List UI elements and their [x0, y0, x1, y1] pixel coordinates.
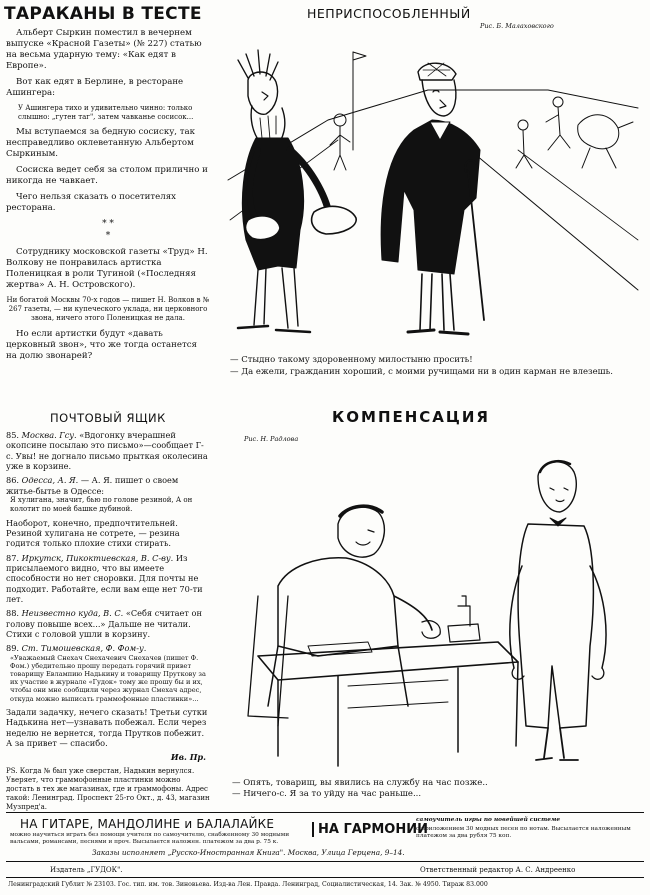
article-paragraph: Сосиска ведет себя за столом прилично и никогда не чавкает. — [6, 165, 208, 187]
imprint-footer: Ленинградский Гублит № 23103. Гос. тип. им. тов. Зиновьева. Изд-ва Лен. Правда. Ленинград, Социалистическая, 14. Зак. № 4950. Тираж 83.000 — [8, 881, 488, 888]
cartoon-caption — [232, 778, 488, 800]
caption-line: — Стыдно такому здоровенному милостыню просить! — [230, 355, 473, 365]
entry-text: «Себя считает он голову повыше всех...» Дальше не читали. Стихи с головой ушли в корзину. — [6, 608, 202, 639]
ad-guitar-title: НА ГИТАРЕ, МАНДОЛИНЕ и БАЛАЛАЙКЕ — [20, 817, 275, 831]
cartoon-credit: Рис. Б. Малаховского — [480, 22, 554, 30]
divider — [6, 812, 644, 813]
entry-number: 88. — [6, 608, 20, 619]
entry-heading: Неизвестно куда, В. С. — [21, 608, 124, 619]
mailbox-entry — [6, 430, 210, 471]
cartoon-caption — [230, 367, 640, 378]
entry-number: 86. — [6, 475, 20, 486]
ad-guitar-text: можно научиться играть без помощи учителя по самоучителю, снабженному 30 модными вальсами, романсами, песнями и проч. Высылается наложен. платежом за два р. 75 к. — [10, 832, 290, 846]
mailbox-entry — [6, 553, 210, 605]
mailbox-postscript: PS. Когда № был уже сверстан, Надькин вернулся. Уверяет, что граммофонные пластинки можно достать в тех же магазинах, где и граммофоны. Адрес такой: Ленинград. Проспект 25-го Окт., д. 43, магазин Музпред'а. — [6, 766, 210, 811]
entry-quote: Я хулигана, значит, бью по голове резиной, А он колотит по моей башке дубиной. — [10, 495, 193, 513]
article-quote: Ни богатой Москвы 70-х годов — пишет Н. Волков в № 267 газеты, — ни купеческого уклада, ни церковного звона, ничего этого Поленицкая не дала. — [6, 296, 210, 323]
mailbox-entry — [6, 475, 210, 513]
mailbox-body — [6, 430, 210, 812]
mailbox-title: ПОЧТОВЫЙ ЯЩИК — [50, 411, 166, 425]
entry-heading: Ст. Тимошевская, Ф. Фом-у. — [21, 643, 147, 654]
cartoon-title: КОМПЕНСАЦИЯ — [332, 408, 490, 426]
article-title: ТАРАКАНЫ В ТЕСТЕ — [4, 4, 202, 24]
article-paragraph: Чего нельзя сказать о посетителях ресторана. — [6, 192, 176, 214]
section-separator: * * * — [102, 219, 114, 241]
entry-number: 85. — [6, 430, 20, 440]
entry-quote: «Уважаемый Снехач Снехачевич Снехачев (пишет Ф. Фом.) убедительно прошу передать горячий привет товарищу Евлампию Надькину и товарищу Пруткову за их участие в журнале «Гудок» тому же прошу бы и их, чтобы они мне сообщили через журнал Смехач адрес, откуда можно выписать граммофонные пластинки»... — [10, 653, 206, 703]
caption-line: — Опять, товарищ, вы явились на службу на час позже.. — [232, 778, 488, 788]
article-paragraph: Мы вступаемся за бедную сосиску, так несправедливо оклеветанную Альбертом Сыркиным. — [6, 127, 195, 160]
ad-harmonica-heading: самоучитель игры по новейшей системе — [416, 817, 561, 823]
mailbox-signature: Ив. Пр. — [170, 752, 206, 763]
entry-text: Из присылаемого видно, что вы имеете способности но нет сноровки. Для почты не подходит. Работайте, если вам еще нет 70-ти лет. — [6, 552, 203, 604]
entry-heading: Иркутск, Пикоктиевская, В. С-ву. — [21, 552, 174, 563]
entry-text: Задали задачку, нечего сказать! Третьи сутки Надькина нет—узнавать побежал. Если через неделю не вернется, тогда Прутков побежит. А за привет — спасибо. — [6, 706, 208, 748]
cartoon-title: НЕПРИСПОСОБЛЕННЫЙ — [307, 6, 471, 21]
divider — [6, 861, 644, 862]
ad-harmonica-title: НА ГАРМОНИИ — [312, 822, 428, 837]
entry-number: 89. — [6, 643, 20, 654]
cartoon-beggar-illustration — [218, 30, 644, 348]
caption-line: — Да ежели, гражданин хороший, с моими ручищами ни в один карман не влезешь. — [230, 367, 613, 377]
cartoon-office-illustration — [218, 446, 644, 776]
mailbox-entry — [6, 643, 210, 703]
article-quote: У Ашингера тихо и удивительно чинно: только слышно: „гутен таг", затем чавканье сосисок... — [18, 104, 194, 122]
cartoon-caption — [230, 355, 473, 366]
entry-number: 87. — [6, 552, 20, 563]
cartoon-credit: Рис. Н. Радлова — [244, 435, 299, 443]
entry-text: Наоборот, конечно, предпочтительней. Резиной хулигана не сотрете, — резина годится только плохие стихи стирать. — [6, 517, 180, 549]
mailbox-entry — [6, 707, 210, 748]
entry-heading: Одесса, А. Я. — [21, 475, 79, 486]
imprint-publisher: Издатель „ГУДОК". — [50, 866, 123, 874]
article-paragraph: Но если артистки будут «давать церковный звон», что же тогда останется на долю звонарей? — [6, 328, 197, 361]
imprint-editor: Ответственный редактор А. С. Андреенко — [420, 866, 576, 874]
article-paragraph: Вот как едят в Берлине, в ресторане Ашингера: — [6, 77, 184, 98]
mailbox-entry — [6, 608, 210, 639]
entry-text: — А. Я. пишет о своем житье-бытье в Одессе: — [6, 475, 179, 496]
article-paragraph: Сотруднику московской газеты «Труд» Н. Волкову не понравилась артистка Поленицкая в роли Тугиной («Последняя жертва» А. Н. Островского). — [6, 247, 208, 291]
entry-text: «Вдогонку вчерашней окопсине посылаю это письмо»—сообщает Г-с. Увы! не догнало письмо прыткая околесина уже в корзине. — [6, 430, 208, 471]
ad-orders: Заказы исполняет „Русско-Иностранная Книга". Москва, Улица Герцена, 9–14. — [92, 848, 405, 857]
caption-line: — Ничего-с. Я за то уйду на час раньше... — [232, 789, 422, 800]
divider — [6, 877, 644, 878]
ad-harmonica-text: с приложением 30 модных песен по нотам. Высылается наложенным платежом за два рубля 75 коп. — [416, 826, 631, 840]
article-body — [6, 28, 210, 367]
mailbox-entry — [6, 518, 210, 549]
entry-heading: Москва. Гсу. — [21, 430, 77, 440]
article-paragraph: Альберт Сыркин поместил в вечернем выпуске «Красной Газеты» (№ 227) статью на весьма ударную тему: «Как едят в Европе». — [6, 28, 202, 71]
